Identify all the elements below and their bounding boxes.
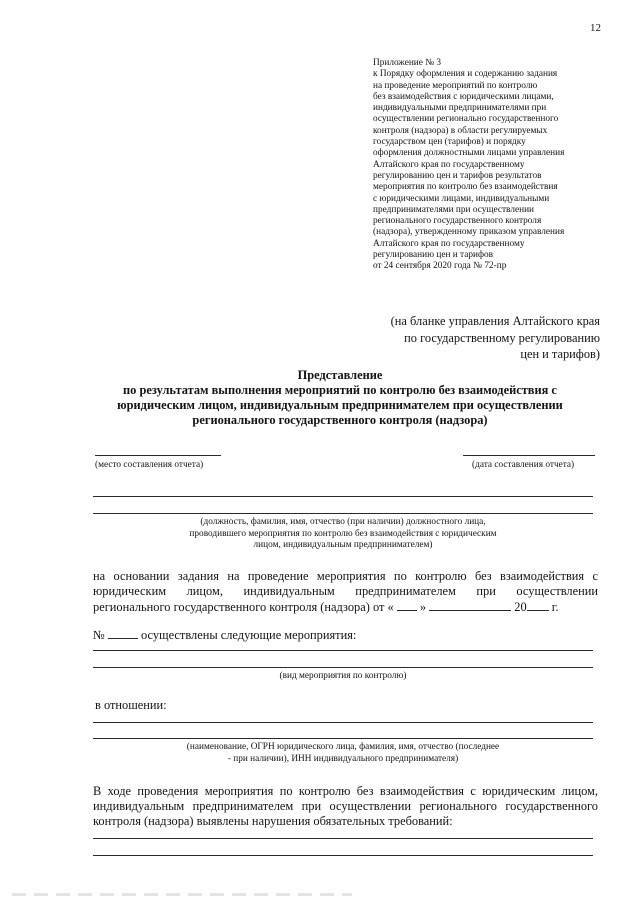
- basis-text: г.: [548, 600, 559, 615]
- measures-blank-line-2[interactable]: [93, 667, 593, 668]
- document-subtitle-line: регионального государственного контроля (надзора): [192, 413, 488, 427]
- measures-text: осуществлены следующие мероприятия:: [137, 628, 357, 642]
- appendix-line: Алтайского края по государственному: [373, 159, 525, 170]
- appendix-line: осуществлении регионально государственного: [373, 114, 559, 125]
- date-caption: (дата составления отчета): [472, 460, 575, 470]
- subject-blank-line-1[interactable]: [93, 722, 593, 723]
- measure-number-blank[interactable]: [108, 627, 138, 639]
- appendix-line: регионального государственного контроля: [373, 216, 542, 227]
- appendix-line: контроля (надзора) в области регулируемых: [373, 125, 548, 136]
- appendix-header: [373, 58, 613, 273]
- letterhead-note-line: по государственному регулированию: [404, 330, 600, 345]
- basis-line: юридическим лицом, индивидуальным предпринимателем при осуществлении: [93, 584, 598, 599]
- appendix-line: от 24 сентября 2020 года № 72-пр: [373, 261, 507, 272]
- place-blank-line[interactable]: [95, 455, 221, 456]
- appendix-line: с юридическими лицами, индивидуальными: [373, 193, 550, 204]
- letterhead-note-line: (на бланке управления Алтайского края: [390, 314, 600, 328]
- findings-paragraph: [93, 784, 598, 830]
- appendix-line: регулированию цен и тарифов: [373, 250, 494, 261]
- appendix-line: оформления должностными лицами управления: [373, 148, 565, 159]
- number-sign: №: [93, 628, 108, 642]
- letterhead-note: [370, 313, 600, 363]
- measures-blank-line-1[interactable]: [93, 650, 593, 651]
- appendix-line: к Порядку оформления и содержанию задания: [373, 69, 558, 80]
- appendix-line: индивидуальными предпринимателями при: [373, 103, 547, 114]
- appendix-line: государством цен (тарифов) и порядку: [373, 137, 526, 148]
- basis-line: на основании задания на проведение мероприятия по контролю без взаимодействия с: [93, 569, 598, 583]
- subject-blank-line-2[interactable]: [93, 738, 593, 739]
- findings-blank-line-2[interactable]: [93, 855, 593, 856]
- regarding-label: в отношении:: [95, 698, 167, 712]
- subject-caption: [93, 742, 593, 765]
- subject-caption-line: (наименование, ОГРН юридического лица, фамилия, имя, отчество (последнее: [186, 742, 500, 752]
- appendix-line: (надзора), утвержденному приказом управления: [373, 227, 565, 238]
- appendix-line: предпринимателями при осуществлении: [373, 204, 535, 215]
- document-title: Представление: [297, 368, 383, 382]
- year-blank[interactable]: [527, 599, 549, 611]
- day-blank[interactable]: [397, 599, 417, 611]
- official-blank-line-1[interactable]: [93, 496, 593, 497]
- findings-line: В ходе проведения мероприятия по контролю без взаимодействия с юридическим лицом,: [93, 784, 598, 798]
- official-caption-line: лицом, индивидуальным предпринимателем): [253, 540, 433, 550]
- basis-text: регионального государственного контроля (надзора) от «: [93, 600, 397, 615]
- date-blank-line[interactable]: [463, 455, 595, 456]
- official-caption-line: проводившего мероприятия по контролю без взаимодействия с юридическим: [189, 528, 497, 539]
- appendix-line: мероприятия по контролю без взаимодействия: [373, 182, 558, 193]
- basis-paragraph: [93, 569, 598, 616]
- scan-artifact: [12, 893, 352, 896]
- basis-line-3: [93, 599, 598, 615]
- basis-text: 20: [511, 600, 527, 615]
- document-title-block: [80, 368, 600, 428]
- measure-type-caption: (вид мероприятия по контролю): [279, 671, 407, 681]
- month-blank[interactable]: [429, 599, 511, 611]
- official-blank-line-2[interactable]: [93, 513, 593, 514]
- place-caption: (место составления отчета): [95, 460, 204, 470]
- appendix-line: регулированию цен и тарифов результатов: [373, 170, 542, 181]
- basis-text: »: [416, 600, 430, 615]
- official-caption-line: (должность, фамилия, имя, отчество (при наличии) должностного лица,: [200, 517, 486, 527]
- findings-line: индивидуальным предпринимателем при осуществлении регионального государственного: [93, 799, 598, 814]
- official-caption: [93, 517, 593, 552]
- document-subtitle-line: юридическим лицом, индивидуальным предпринимателем при осуществлении: [117, 398, 563, 412]
- appendix-line: без взаимодействия с юридическими лицами,: [373, 91, 554, 102]
- page-number: 12: [590, 22, 601, 34]
- letterhead-note-line: цен и тарифов): [520, 347, 600, 361]
- document-subtitle-line: по результатам выполнения мероприятий по контролю без взаимодействия с: [123, 383, 557, 397]
- findings-line: контроля (надзора) выявлены нарушения обязательных требований:: [93, 814, 453, 829]
- appendix-line: на проведение мероприятий по контролю: [373, 80, 538, 91]
- findings-blank-line-1[interactable]: [93, 838, 593, 839]
- subject-caption-line: - при наличии), ИНН индивидуального предпринимателя): [227, 753, 459, 764]
- appendix-line: Алтайского края по государственному: [373, 238, 525, 249]
- measures-line: [93, 627, 356, 643]
- appendix-line: Приложение № 3: [373, 58, 442, 68]
